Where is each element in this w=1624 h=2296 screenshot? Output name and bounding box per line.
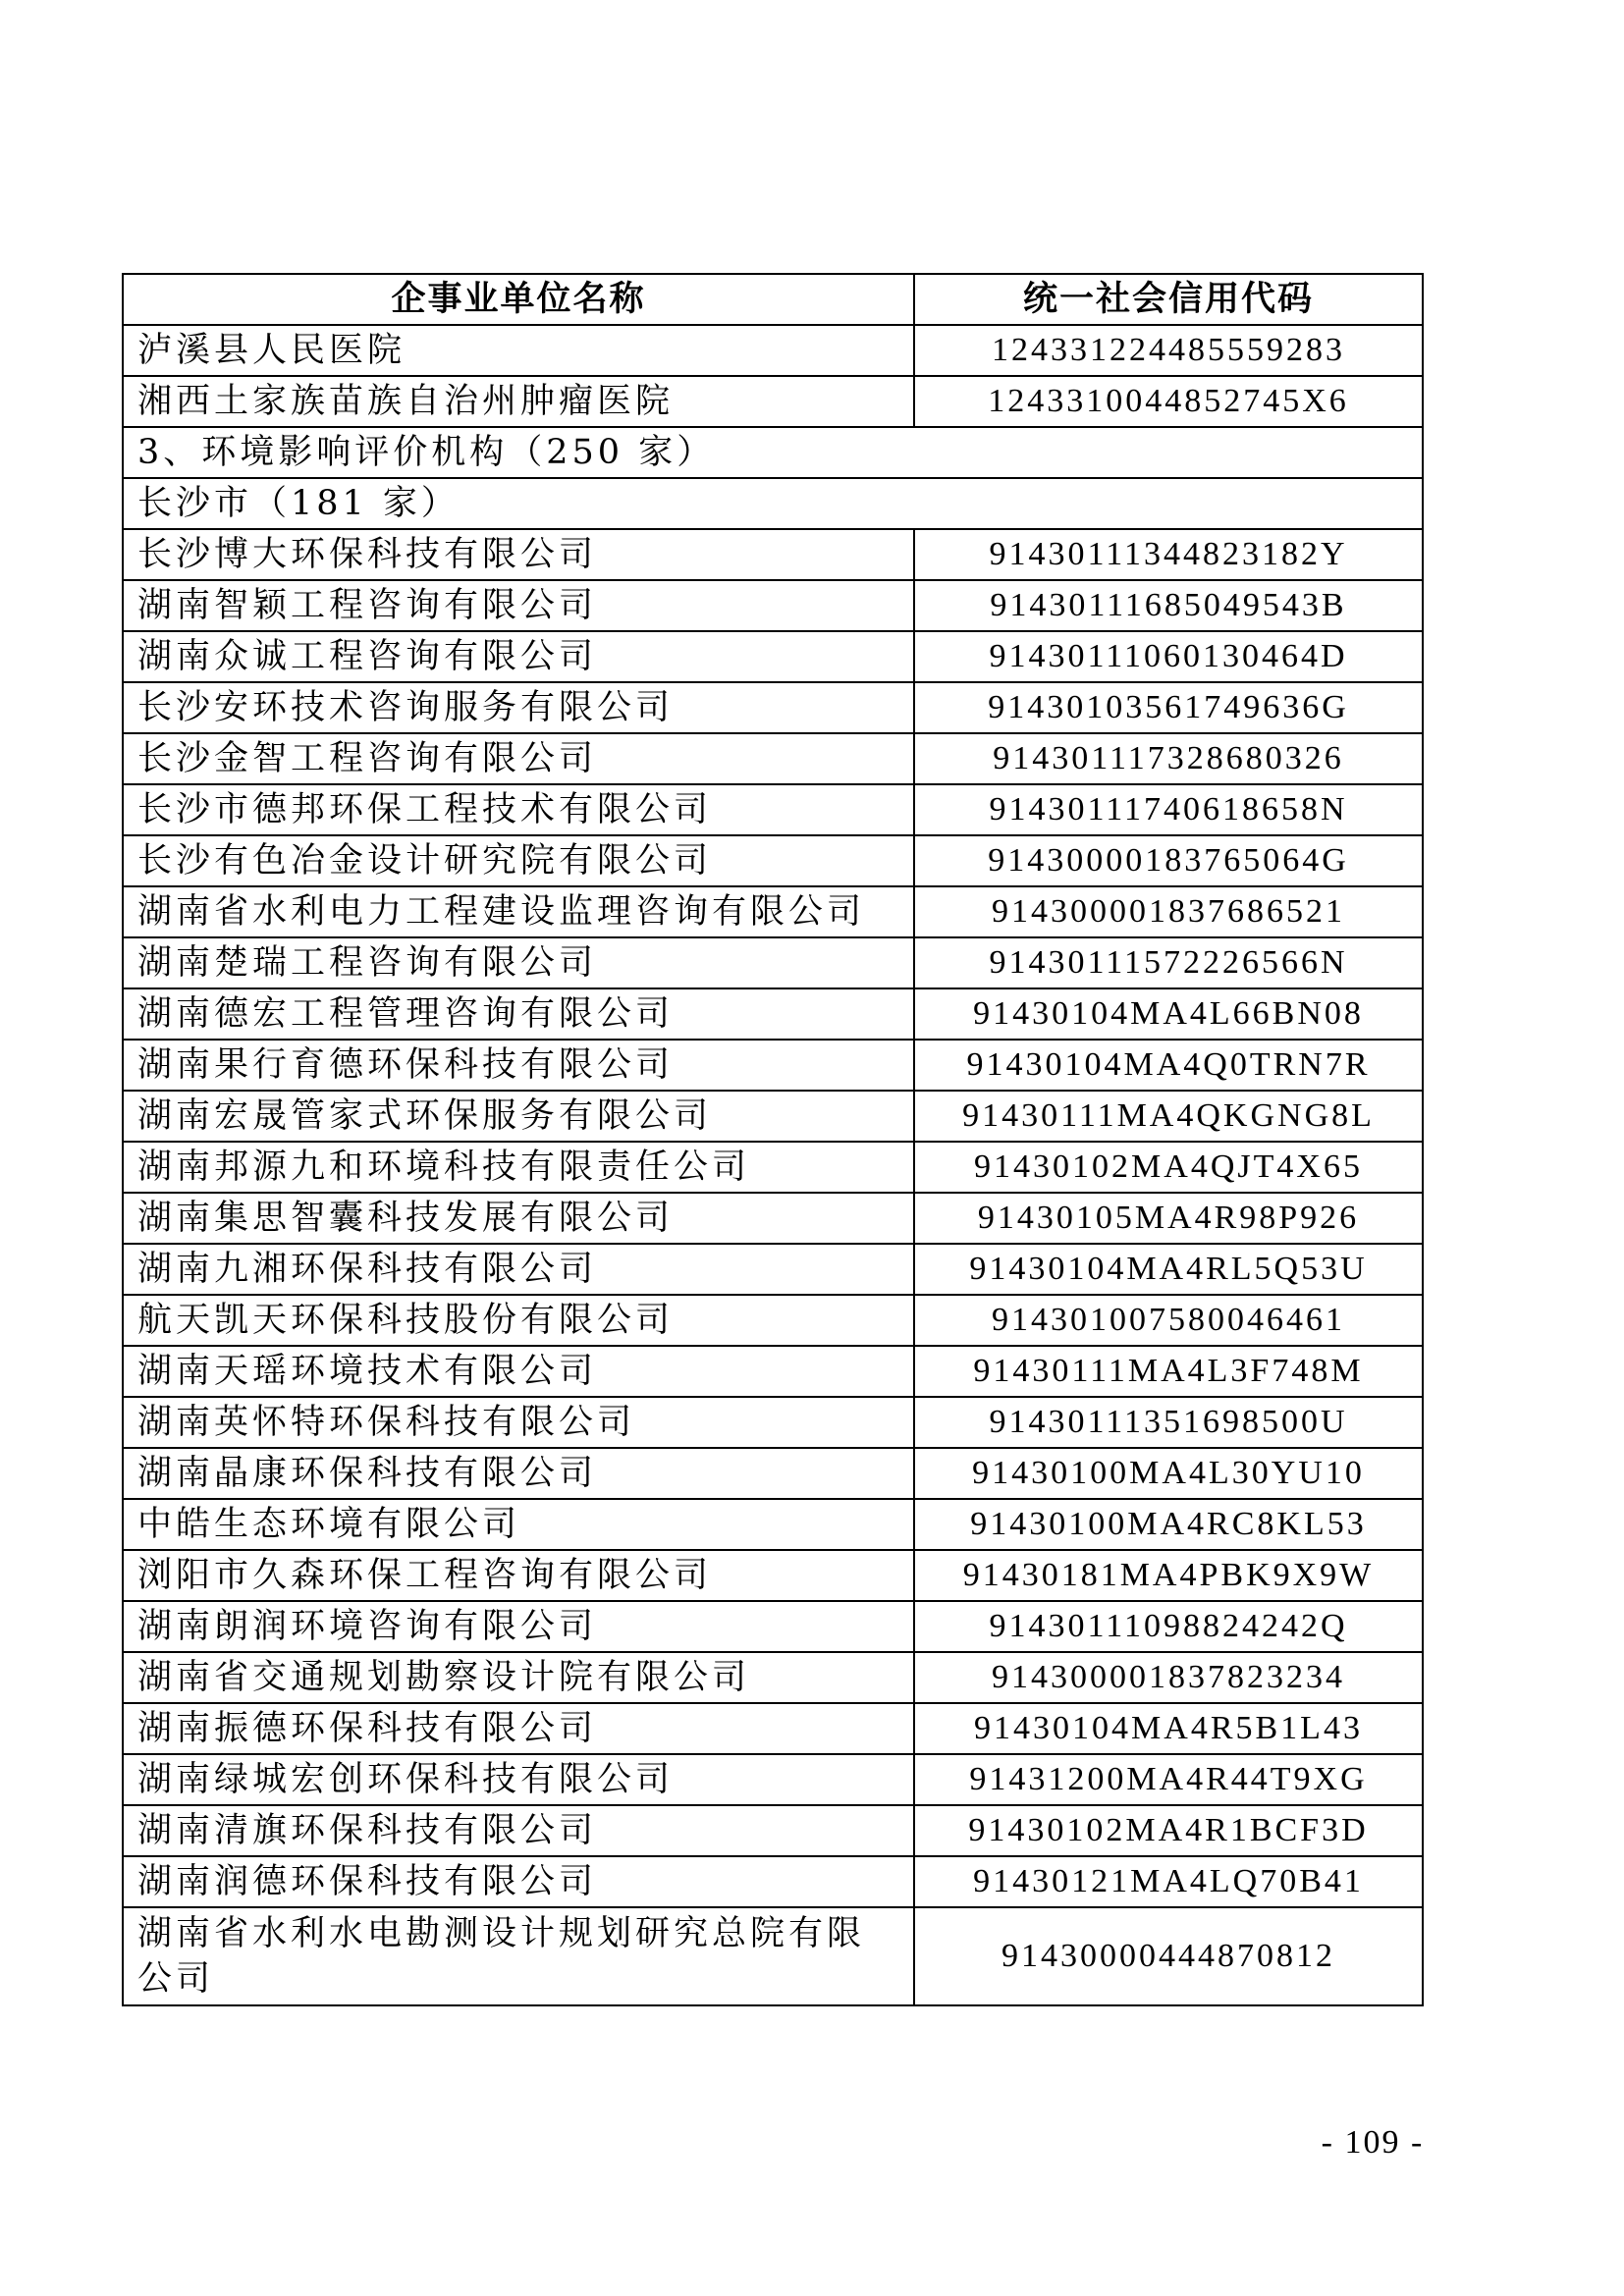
organization-name-cell: 湖南集思智囊科技发展有限公司 xyxy=(123,1193,914,1244)
credit-code-cell: 91430111351698500U xyxy=(914,1397,1423,1448)
organization-name-cell: 湖南英怀特环保科技有限公司 xyxy=(123,1397,914,1448)
table-row xyxy=(123,1091,1423,1142)
table-row xyxy=(123,1499,1423,1550)
credit-code-cell: 91430111MA4L3F748M xyxy=(914,1346,1423,1397)
credit-code-cell: 91430102MA4QJT4X65 xyxy=(914,1142,1423,1193)
organization-name-cell: 湖南德宏工程管理咨询有限公司 xyxy=(123,988,914,1040)
credit-code-cell: 914301117328680326 xyxy=(914,733,1423,784)
credit-code-cell: 914300001837686521 xyxy=(914,886,1423,937)
credit-code-cell: 91430103561749636G xyxy=(914,682,1423,733)
table-row xyxy=(123,1346,1423,1397)
organization-name-cell: 湖南九湘环保科技有限公司 xyxy=(123,1244,914,1295)
organization-name-cell: 湖南果行育德环保科技有限公司 xyxy=(123,1040,914,1091)
section-title-row xyxy=(123,427,1423,478)
organization-name-cell: 湖南清旗环保科技有限公司 xyxy=(123,1805,914,1856)
credit-code-cell: 91430111572226566N xyxy=(914,937,1423,988)
table-row xyxy=(123,937,1423,988)
table-row xyxy=(123,1907,1423,2005)
organization-name-cell: 湖南众诚工程咨询有限公司 xyxy=(123,631,914,682)
section-title: 3、环境影响评价机构（250 家） xyxy=(123,427,1423,478)
table-row xyxy=(123,325,1423,376)
organization-name-cell: 湖南省水利电力工程建设监理咨询有限公司 xyxy=(123,886,914,937)
credit-code-cell: 91430105MA4R98P926 xyxy=(914,1193,1423,1244)
table-row xyxy=(123,1805,1423,1856)
table-header-row xyxy=(123,274,1423,325)
table-row xyxy=(123,682,1423,733)
credit-code-cell: 91430100MA4L30YU10 xyxy=(914,1448,1423,1499)
credit-code-cell: 91430111685049543B xyxy=(914,580,1423,631)
credit-code-cell: 91430111098824242Q xyxy=(914,1601,1423,1652)
organization-name-cell: 湖南振德环保科技有限公司 xyxy=(123,1703,914,1754)
organization-name-cell: 泸溪县人民医院 xyxy=(123,325,914,376)
table-body xyxy=(123,325,1423,2005)
organization-name-cell: 湖南智颖工程咨询有限公司 xyxy=(123,580,914,631)
table-row xyxy=(123,1397,1423,1448)
table-row xyxy=(123,1703,1423,1754)
organization-name-cell: 航天凯天环保科技股份有限公司 xyxy=(123,1295,914,1346)
organization-name-cell: 长沙金智工程咨询有限公司 xyxy=(123,733,914,784)
organization-name-cell: 长沙博大环保科技有限公司 xyxy=(123,529,914,580)
table-row xyxy=(123,1295,1423,1346)
table-row xyxy=(123,1601,1423,1652)
credit-code-cell: 91430111344823182Y xyxy=(914,529,1423,580)
organization-name-cell: 浏阳市久森环保工程咨询有限公司 xyxy=(123,1550,914,1601)
credit-code-cell: 91430000444870812 xyxy=(914,1907,1423,2005)
table-row xyxy=(123,376,1423,427)
table-row xyxy=(123,1856,1423,1907)
table-row xyxy=(123,580,1423,631)
organization-name-cell: 长沙有色冶金设计研究院有限公司 xyxy=(123,835,914,886)
credit-code-cell: 124331224485559283 xyxy=(914,325,1423,376)
table-row xyxy=(123,1754,1423,1805)
organization-name-cell: 湖南邦源九和环境科技有限责任公司 xyxy=(123,1142,914,1193)
organization-name-cell: 湘西土家族苗族自治州肿瘤医院 xyxy=(123,376,914,427)
credit-code-cell: 91430100MA4RC8KL53 xyxy=(914,1499,1423,1550)
column-header-name: 企事业单位名称 xyxy=(123,274,914,325)
column-header-code: 统一社会信用代码 xyxy=(914,274,1423,325)
table-row xyxy=(123,835,1423,886)
organization-name-cell: 湖南宏晟管家式环保服务有限公司 xyxy=(123,1091,914,1142)
credit-code-cell: 91430102MA4R1BCF3D xyxy=(914,1805,1423,1856)
registry-table xyxy=(122,273,1424,2006)
credit-code-cell: 91430111740618658N xyxy=(914,784,1423,835)
organization-name-cell: 湖南绿城宏创环保科技有限公司 xyxy=(123,1754,914,1805)
table-row xyxy=(123,1193,1423,1244)
subsection-title-row xyxy=(123,478,1423,529)
organization-name-cell: 湖南楚瑞工程咨询有限公司 xyxy=(123,937,914,988)
credit-code-cell: 91430104MA4Q0TRN7R xyxy=(914,1040,1423,1091)
credit-code-cell: 91430104MA4R5B1L43 xyxy=(914,1703,1423,1754)
table-row xyxy=(123,1244,1423,1295)
organization-name-cell: 中皓生态环境有限公司 xyxy=(123,1499,914,1550)
credit-code-cell: 1243310044852745X6 xyxy=(914,376,1423,427)
table-row xyxy=(123,1550,1423,1601)
credit-code-cell: 914300001837823234 xyxy=(914,1652,1423,1703)
table-row xyxy=(123,988,1423,1040)
organization-name-cell: 湖南润德环保科技有限公司 xyxy=(123,1856,914,1907)
organization-name-cell: 长沙安环技术咨询服务有限公司 xyxy=(123,682,914,733)
credit-code-cell: 91430000183765064G xyxy=(914,835,1423,886)
page-number: - 109 - xyxy=(1321,2124,1425,2161)
organization-name-cell: 湖南省交通规划勘察设计院有限公司 xyxy=(123,1652,914,1703)
credit-code-cell: 914301007580046461 xyxy=(914,1295,1423,1346)
credit-code-cell: 91431200MA4R44T9XG xyxy=(914,1754,1423,1805)
organization-name-cell: 湖南省水利水电勘测设计规划研究总院有限公司 xyxy=(123,1907,914,2005)
organization-name-cell: 湖南晶康环保科技有限公司 xyxy=(123,1448,914,1499)
credit-code-cell: 91430181MA4PBK9X9W xyxy=(914,1550,1423,1601)
table-row xyxy=(123,1040,1423,1091)
table-row xyxy=(123,1142,1423,1193)
credit-code-cell: 91430104MA4RL5Q53U xyxy=(914,1244,1423,1295)
subsection-title: 长沙市（181 家） xyxy=(123,478,1423,529)
table-row xyxy=(123,733,1423,784)
credit-code-cell: 91430104MA4L66BN08 xyxy=(914,988,1423,1040)
table-row xyxy=(123,631,1423,682)
table-row xyxy=(123,1652,1423,1703)
table-row xyxy=(123,1448,1423,1499)
credit-code-cell: 91430121MA4LQ70B41 xyxy=(914,1856,1423,1907)
credit-code-cell: 91430111MA4QKGNG8L xyxy=(914,1091,1423,1142)
table-row xyxy=(123,784,1423,835)
organization-name-cell: 长沙市德邦环保工程技术有限公司 xyxy=(123,784,914,835)
table-row xyxy=(123,529,1423,580)
organization-name-cell: 湖南朗润环境咨询有限公司 xyxy=(123,1601,914,1652)
organization-name-cell: 湖南天瑶环境技术有限公司 xyxy=(123,1346,914,1397)
table-row xyxy=(123,886,1423,937)
credit-code-cell: 91430111060130464D xyxy=(914,631,1423,682)
